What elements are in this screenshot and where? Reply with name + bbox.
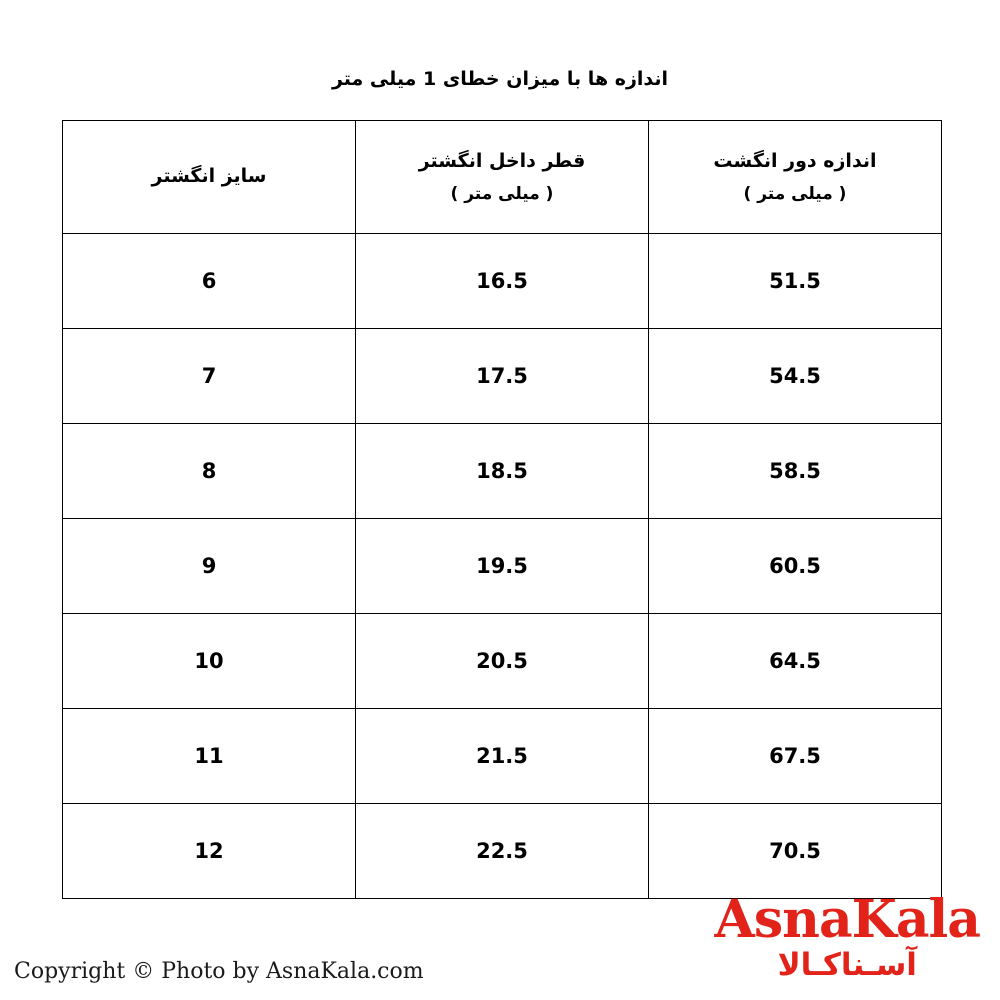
page-title: اندازه ها با میزان خطای 1 میلی متر bbox=[331, 68, 669, 90]
cell-ring-size: 8 bbox=[63, 424, 356, 519]
cell-diameter: 19.5 bbox=[356, 519, 649, 614]
cell-circumference: 67.5 bbox=[649, 709, 942, 804]
table-row bbox=[63, 804, 942, 899]
table-row bbox=[63, 329, 942, 424]
ring-size-table bbox=[62, 120, 942, 899]
table-body bbox=[63, 234, 942, 899]
cell-circumference: 60.5 bbox=[649, 519, 942, 614]
cell-ring-size: 11 bbox=[63, 709, 356, 804]
column-header-diameter bbox=[356, 121, 649, 234]
cell-ring-size: 6 bbox=[63, 234, 356, 329]
table-row bbox=[63, 424, 942, 519]
table-row bbox=[63, 709, 942, 804]
table-header bbox=[63, 121, 942, 234]
table-header-row bbox=[63, 121, 942, 234]
brand-name-latin: AsnaKala bbox=[714, 888, 980, 950]
table-row bbox=[63, 234, 942, 329]
cell-circumference: 64.5 bbox=[649, 614, 942, 709]
cell-circumference: 58.5 bbox=[649, 424, 942, 519]
cell-circumference: 54.5 bbox=[649, 329, 942, 424]
cell-ring-size: 12 bbox=[63, 804, 356, 899]
table-row bbox=[63, 614, 942, 709]
cell-circumference: 70.5 bbox=[649, 804, 942, 899]
cell-ring-size: 7 bbox=[63, 329, 356, 424]
cell-diameter: 16.5 bbox=[356, 234, 649, 329]
column-header-circumference bbox=[649, 121, 942, 234]
table-row bbox=[63, 519, 942, 614]
copyright-notice: Copyright © Photo by AsnaKala.com bbox=[14, 959, 424, 984]
column-header-circumference-unit: ( میلی متر ) bbox=[743, 183, 847, 204]
cell-circumference: 51.5 bbox=[649, 234, 942, 329]
cell-ring-size: 9 bbox=[63, 519, 356, 614]
column-header-diameter-unit: ( میلی متر ) bbox=[450, 183, 554, 204]
cell-diameter: 21.5 bbox=[356, 709, 649, 804]
cell-diameter: 18.5 bbox=[356, 424, 649, 519]
cell-ring-size: 10 bbox=[63, 614, 356, 709]
brand-watermark bbox=[714, 888, 980, 983]
brand-name-persian: آسـناکـالا bbox=[777, 946, 917, 983]
cell-diameter: 22.5 bbox=[356, 804, 649, 899]
cell-diameter: 17.5 bbox=[356, 329, 649, 424]
column-header-diameter-main: قطر داخل انگشتر bbox=[418, 150, 586, 173]
cell-diameter: 20.5 bbox=[356, 614, 649, 709]
column-header-ring-size bbox=[63, 121, 356, 234]
column-header-circumference-main: اندازه دور انگشت bbox=[713, 150, 877, 173]
column-header-ring-size-main: سایز انگشتر bbox=[151, 165, 267, 188]
